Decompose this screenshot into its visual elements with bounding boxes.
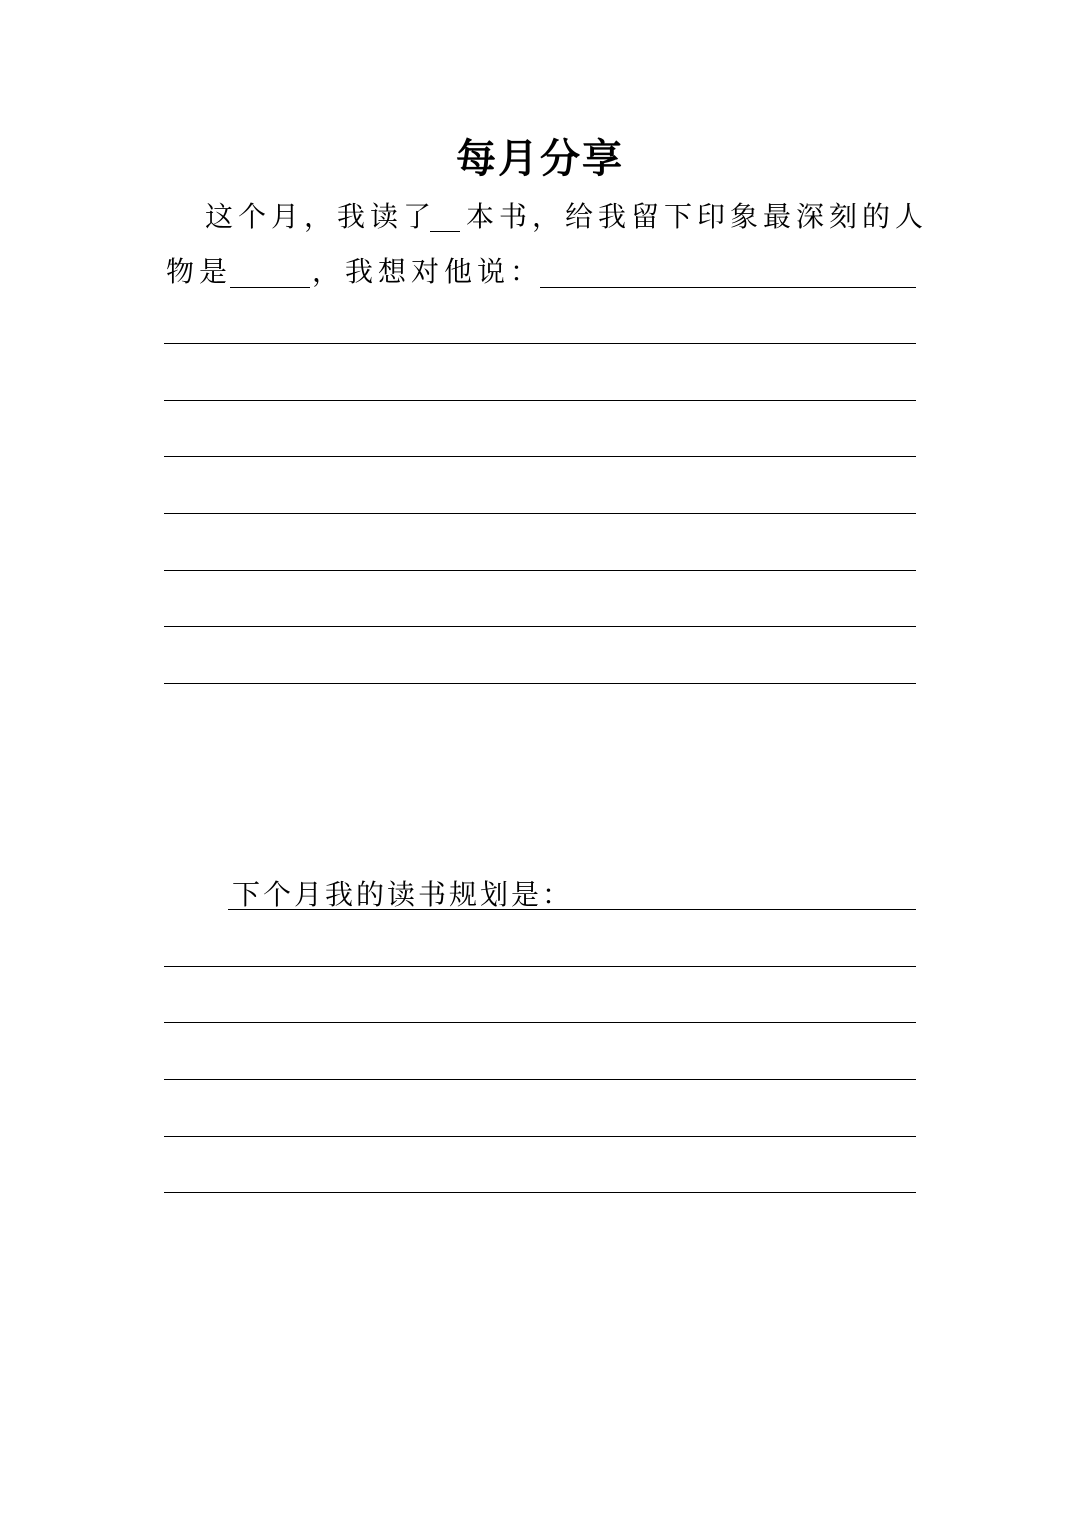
intro-text-part2: 本书，给我留下印象最深刻的人 xyxy=(466,200,929,233)
plan-writing-line[interactable] xyxy=(164,1079,916,1080)
message-writing-line[interactable] xyxy=(164,683,916,684)
message-writing-line[interactable] xyxy=(164,570,916,571)
page-title: 每月分享 xyxy=(456,136,624,182)
intro-text-part3: 物是 xyxy=(166,255,233,288)
plan-prompt: 下个月我的读书规划是： xyxy=(232,878,574,911)
intro-text-part1: 这个月，我读了 xyxy=(205,200,437,233)
intro-text-part4: ，我想对他说： xyxy=(312,255,544,288)
plan-writing-line[interactable] xyxy=(164,1192,916,1193)
message-writing-line[interactable] xyxy=(164,343,916,344)
message-writing-line[interactable] xyxy=(164,400,916,401)
plan-writing-line[interactable] xyxy=(164,1136,916,1137)
message-writing-line[interactable] xyxy=(164,456,916,457)
plan-first-line[interactable] xyxy=(228,909,916,910)
message-writing-line[interactable] xyxy=(164,626,916,627)
message-first-line[interactable] xyxy=(540,287,916,288)
plan-writing-line[interactable] xyxy=(164,1022,916,1023)
message-writing-line[interactable] xyxy=(164,513,916,514)
plan-writing-line[interactable] xyxy=(164,966,916,967)
book-count-blank[interactable] xyxy=(430,231,460,232)
character-name-blank[interactable] xyxy=(230,287,310,288)
